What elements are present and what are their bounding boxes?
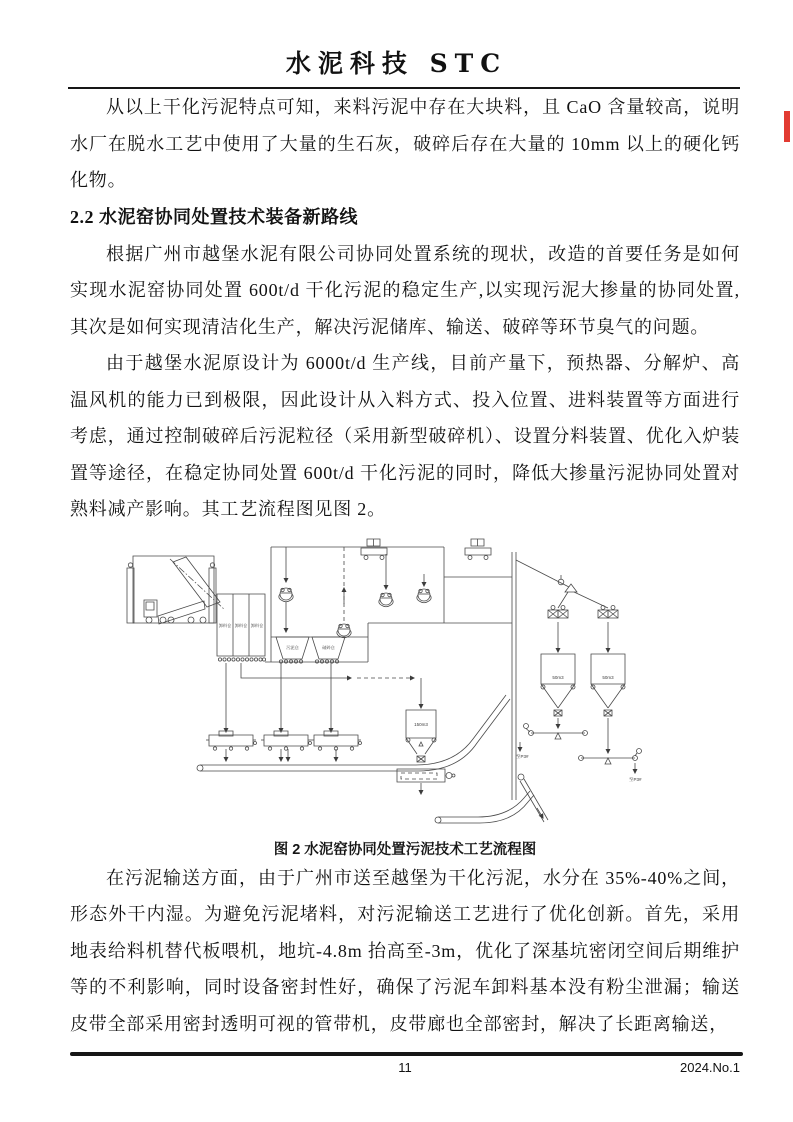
belt-conveyor-2	[579, 748, 643, 782]
silo-1	[541, 622, 575, 728]
issue-label: 2024.No.1	[680, 1060, 740, 1075]
riser-wall	[512, 552, 516, 800]
buffer-hopper	[406, 710, 436, 762]
crusher-icon	[261, 731, 312, 750]
transfer-lines	[226, 663, 421, 732]
destination-label: 至P3#	[629, 776, 642, 782]
bin-label: 卸料仓	[234, 622, 248, 628]
rotary-valve-icon	[558, 605, 568, 618]
paragraph-4: 在污泥输送方面，由于广州市送至越堡为干化污泥，水分在 35%-40%之间，形态外干内湿。为避免污泥堵料，对污泥输送工艺进行了优化创新。首先，采用地表给料机替代板喂机，地坑-4.8m 抬高至-3m，优化了深基坑密闭空间后期维护等的不利影响，同时设备密封性好，确保了污泥车卸料基本没有粉尘泄漏；输送皮带全部采用密封透明可视的管带机，皮带廊也全部密封，解决了长距离输送，	[70, 867, 740, 1034]
buffer-hopper-label: 150m3	[414, 721, 428, 727]
section-heading: 2.2 水泥窑协同处置技术装备新路线	[70, 206, 358, 227]
grab-bucket-icon	[379, 593, 393, 607]
paragraph-1: 从以上干化污泥特点可知，来料污泥中存在大块料，且 CaO 含量较高，说明水厂在脱水工艺中使用了大量的生石灰，破碎后存在大量的 10mm 以上的硬化钙化物。	[70, 97, 740, 190]
silo-label: 50m3	[602, 674, 614, 680]
page-number: 11	[398, 1060, 412, 1075]
bin-label: 卸料仓	[218, 622, 232, 628]
grab-bucket-icon	[337, 624, 351, 638]
distributor-junction	[516, 560, 608, 608]
process-flow-figure	[70, 532, 740, 860]
crusher-icon	[206, 731, 257, 750]
figure-caption: 图 2 水泥窑协同处置污泥技术工艺流程图	[273, 841, 537, 858]
overhead-trolley-icon	[465, 539, 491, 560]
crusher-discharge-arrows	[226, 749, 336, 761]
process-flow-diagram	[116, 532, 778, 838]
pipe-conveyor-2	[435, 791, 534, 823]
article-body	[70, 89, 740, 1042]
journal-title: 水泥科技 STC	[285, 49, 508, 78]
belt-feeder	[397, 769, 455, 794]
rotary-valve-icon	[608, 605, 618, 618]
silo-2	[591, 622, 625, 753]
bin-discharge-dots	[218, 657, 265, 660]
destination-label: 至P3#	[516, 753, 529, 759]
page-header	[0, 44, 793, 89]
inclined-conveyor	[518, 774, 548, 822]
truck-shed	[127, 556, 225, 624]
red-annotation-mark	[784, 111, 790, 142]
footer-rule	[70, 1052, 743, 1056]
hopper-label: 破碎仓	[322, 644, 335, 650]
rotary-valve-icon	[548, 605, 558, 618]
hopper-label: 污泥仓	[286, 644, 299, 650]
crusher-icon	[311, 731, 362, 750]
silo-label: 50m3	[552, 674, 564, 680]
pipe-conveyor-1	[197, 695, 510, 771]
storage-hoppers	[276, 637, 345, 663]
paragraph-2: 根据广州市越堡水泥有限公司协同处置系统的现状，改造的首要任务是如何实现水泥窑协同处置 600t/d 干化污泥的稳定生产,以实现污泥大掺量的协同处置,其次是如何实现清洁化生产，解决污泥储库、输送、破碎等环节臭气的问题。	[70, 243, 740, 337]
grab-bucket-icon	[279, 588, 293, 602]
bin-label: 卸料仓	[250, 622, 264, 628]
unloading-bins	[217, 594, 266, 661]
dump-truck-icon	[144, 600, 206, 624]
paragraph-3: 由于越堡水泥原设计为 6000t/d 生产线，目前产量下，预热器、分解炉、高温风机的能力已到极限，因此设计从入料方式、投入位置、进料装置等方面进行考虑，通过控制破碎后污泥粒径（采用新型破碎机）、设置分料装置、优化入炉装置等途径，在稳定协同处置 600t/d 干化污泥的同时，降低大掺量污泥协同处置对熟料减产影响。其工艺流程图见图 2。	[70, 353, 740, 519]
grab-bucket-icon	[417, 589, 431, 603]
grab-crane-lines	[286, 547, 424, 632]
overhead-trolley-icon	[361, 539, 387, 560]
belt-conveyor-1	[516, 723, 588, 759]
